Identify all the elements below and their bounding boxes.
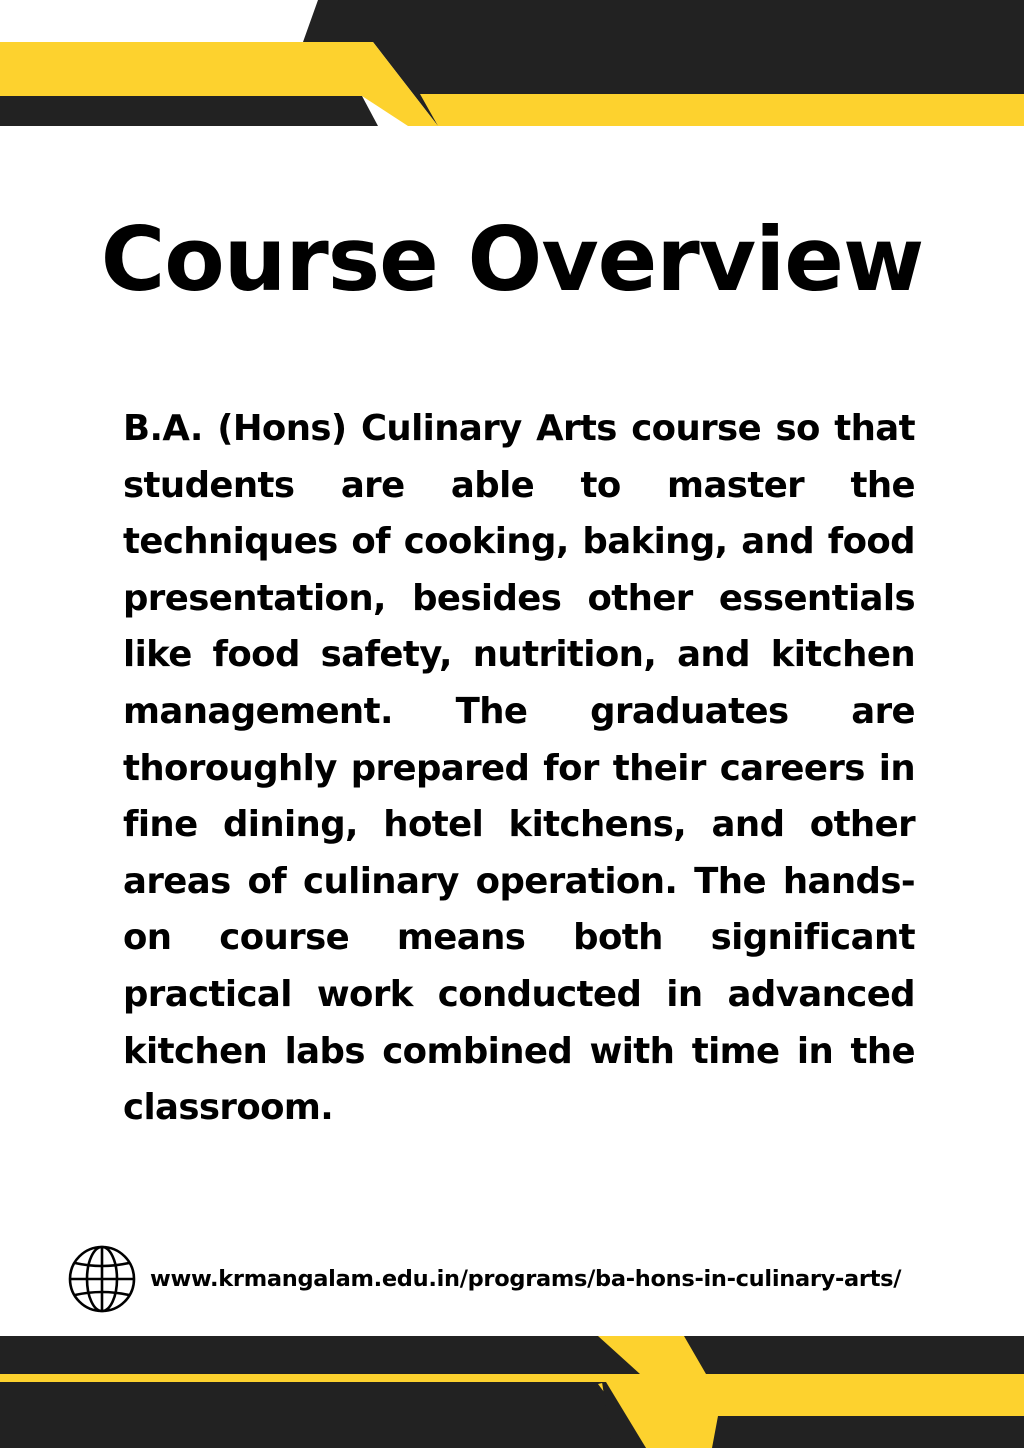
header-decorative-band xyxy=(0,0,1024,130)
footer-decorative-band xyxy=(0,1336,1024,1448)
globe-icon xyxy=(68,1245,136,1313)
course-description: B.A. (Hons) Culinary Arts course so that students are able to master the techniques of cooking, baking, and food presentation, besides other essentials like food safety, nutrition, and kitchen management. The graduates are thoroughly prepared for their careers in fine dining, hotel kitchens, and other areas of culinary operation. The hands-on course means both significant practical work conducted in advanced kitchen labs combined with time in the classroom. xyxy=(123,408,915,1129)
website-link[interactable] xyxy=(68,1245,901,1313)
website-url[interactable]: www.krmangalam.edu.in/programs/ba-hons-in-culinary-arts/ xyxy=(150,1266,902,1292)
page-title: Course Overview xyxy=(100,208,924,311)
